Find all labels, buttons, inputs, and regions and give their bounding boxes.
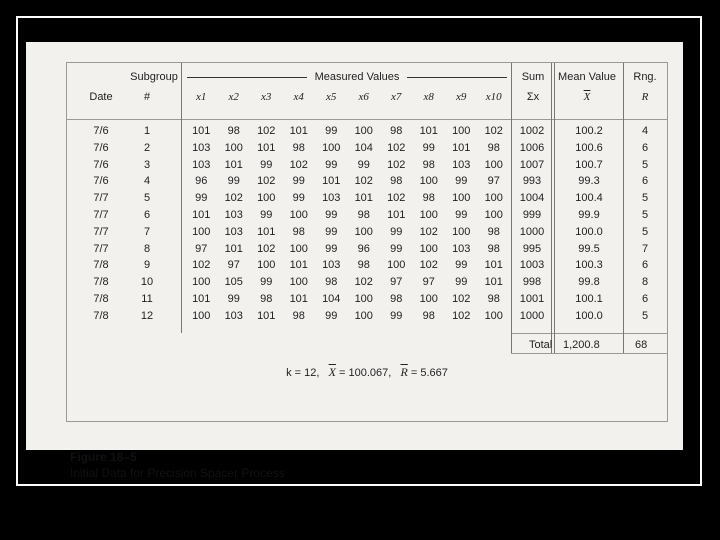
cell-x5: 103 xyxy=(322,259,341,272)
cell-subgroup: 7 xyxy=(143,225,151,238)
cell-date: 7/7 xyxy=(93,242,109,255)
cell-sum: 998 xyxy=(522,276,542,289)
cell-x5: 99 xyxy=(325,309,338,322)
cell-x10: 100 xyxy=(484,209,503,221)
header-x2: x2 xyxy=(228,91,239,103)
cell-x7: 98 xyxy=(390,175,403,188)
header-x6: x6 xyxy=(358,91,369,103)
cell-x8: 99 xyxy=(422,141,435,154)
cell-x10: 97 xyxy=(487,175,500,188)
total-rule xyxy=(512,333,667,334)
cell-subgroup: 10 xyxy=(140,276,154,289)
cell-x8: 97 xyxy=(422,276,435,289)
cell-date: 7/6 xyxy=(93,125,109,137)
cell-x8: 98 xyxy=(422,309,435,322)
cell-x6: 101 xyxy=(354,192,373,205)
summary-formula xyxy=(67,365,667,380)
cell-x1: 103 xyxy=(192,141,211,154)
cell-x4: 101 xyxy=(289,293,308,305)
formula-rbar-symbol: $\overline{R}$ xyxy=(400,365,408,379)
cell-x1: 101 xyxy=(192,209,211,221)
cell-x9: 100 xyxy=(452,192,471,205)
cell-x4: 99 xyxy=(292,175,305,188)
cell-x7: 99 xyxy=(390,242,403,255)
cell-x3: 100 xyxy=(257,192,276,205)
cell-x9: 100 xyxy=(452,125,471,137)
cell-x10: 100 xyxy=(484,309,503,322)
cell-mean: 100.3 xyxy=(575,259,603,272)
formula-k: k = 12, xyxy=(286,367,320,379)
header-x9: x9 xyxy=(456,91,467,103)
cell-x6: 96 xyxy=(357,242,370,255)
measured-values-arrow-right xyxy=(407,77,507,78)
mean-divider-right xyxy=(554,63,555,353)
cell-x3: 100 xyxy=(257,259,276,272)
cell-x10: 98 xyxy=(487,242,500,255)
cell-x8: 100 xyxy=(419,293,438,305)
cell-x8: 101 xyxy=(419,125,438,137)
cell-sum: 999 xyxy=(522,209,542,221)
header-x1: x1 xyxy=(196,91,207,103)
formula-xbar-symbol: $\overline{X}$ xyxy=(328,365,336,379)
cell-range: 6 xyxy=(641,259,649,272)
cell-x4: 101 xyxy=(289,259,308,272)
cell-x6: 100 xyxy=(354,225,373,238)
header-rule xyxy=(67,119,667,120)
cell-x6: 100 xyxy=(354,293,373,305)
cell-date: 7/6 xyxy=(93,141,109,154)
header-x4: x4 xyxy=(293,91,304,103)
header-mean-value: Mean Value xyxy=(558,71,616,83)
cell-x9: 103 xyxy=(452,158,471,171)
header-measured-values: Measured Values xyxy=(314,71,400,83)
cell-x1: 99 xyxy=(195,192,208,205)
cell-x1: 97 xyxy=(195,242,208,255)
cell-x2: 101 xyxy=(224,242,243,255)
header-range-symbol: R xyxy=(641,91,649,103)
total-label: Total xyxy=(529,339,553,351)
cell-range: 8 xyxy=(641,276,649,289)
cell-x3: 102 xyxy=(257,242,276,255)
cell-range: 5 xyxy=(641,225,649,238)
cell-range: 5 xyxy=(641,192,649,205)
cell-subgroup: 2 xyxy=(143,141,151,154)
cell-x9: 102 xyxy=(452,293,471,305)
cell-x6: 100 xyxy=(354,309,373,322)
cell-x7: 99 xyxy=(390,309,403,322)
cell-x5: 103 xyxy=(322,192,341,205)
cell-sum: 1000 xyxy=(519,225,545,238)
cell-sum: 993 xyxy=(522,175,542,188)
cell-mean: 100.1 xyxy=(575,293,603,305)
cell-x5: 99 xyxy=(325,242,338,255)
cell-x5: 101 xyxy=(322,175,341,188)
formula-rbar-value: = 5.667 xyxy=(410,367,448,379)
cell-x8: 102 xyxy=(419,259,438,272)
cell-date: 7/7 xyxy=(93,209,109,221)
cell-x5: 99 xyxy=(325,158,338,171)
cell-x1: 100 xyxy=(192,225,211,238)
sum-divider xyxy=(511,63,512,353)
cell-x9: 103 xyxy=(452,242,471,255)
cell-x3: 98 xyxy=(260,293,273,305)
cell-subgroup: 4 xyxy=(143,175,151,188)
cell-x8: 98 xyxy=(422,158,435,171)
cell-x2: 101 xyxy=(224,158,243,171)
cell-x3: 101 xyxy=(257,309,276,322)
cell-sum: 995 xyxy=(522,242,542,255)
total-range: 68 xyxy=(635,339,648,351)
cell-x7: 102 xyxy=(387,192,406,205)
cell-x9: 100 xyxy=(452,225,471,238)
cell-x1: 101 xyxy=(192,293,211,305)
cell-x7: 100 xyxy=(387,259,406,272)
cell-mean: 99.9 xyxy=(578,209,600,221)
cell-mean: 99.8 xyxy=(578,276,600,289)
cell-mean: 100.7 xyxy=(575,158,603,171)
cell-x7: 101 xyxy=(387,209,406,221)
cell-x10: 100 xyxy=(484,158,503,171)
cell-x2: 100 xyxy=(224,141,243,154)
cell-x1: 100 xyxy=(192,276,211,289)
cell-mean: 100.4 xyxy=(575,192,603,205)
cell-x3: 102 xyxy=(257,175,276,188)
figure-title: Figure 18–5 xyxy=(70,450,137,464)
cell-x8: 100 xyxy=(419,209,438,221)
cell-x5: 100 xyxy=(322,141,341,154)
header-x7: x7 xyxy=(391,91,402,103)
cell-x2: 105 xyxy=(224,276,243,289)
total-mean: 1,200.8 xyxy=(563,339,600,351)
cell-subgroup: 11 xyxy=(141,293,153,305)
cell-range: 4 xyxy=(641,125,649,137)
cell-sum: 1004 xyxy=(519,192,545,205)
header-x3: x3 xyxy=(261,91,272,103)
cell-x7: 98 xyxy=(390,125,403,137)
cell-x3: 101 xyxy=(257,141,276,154)
cell-x10: 100 xyxy=(484,192,503,205)
cell-x9: 99 xyxy=(455,259,468,272)
cell-x2: 103 xyxy=(224,309,243,322)
cell-x4: 100 xyxy=(289,209,308,221)
header-x8: x8 xyxy=(423,91,434,103)
cell-range: 6 xyxy=(641,293,649,305)
cell-subgroup: 12 xyxy=(140,309,154,322)
cell-x6: 98 xyxy=(357,259,370,272)
cell-x4: 98 xyxy=(292,309,305,322)
cell-x8: 98 xyxy=(422,192,435,205)
cell-x3: 99 xyxy=(260,158,273,171)
cell-x7: 98 xyxy=(390,293,403,305)
cell-date: 7/7 xyxy=(93,192,109,205)
cell-x10: 102 xyxy=(484,125,503,137)
cell-subgroup: 3 xyxy=(143,158,151,171)
cell-x4: 101 xyxy=(289,125,308,137)
cell-x5: 104 xyxy=(322,293,341,305)
cell-date: 7/7 xyxy=(93,225,109,238)
cell-x3: 102 xyxy=(257,125,276,137)
cell-x6: 102 xyxy=(354,276,373,289)
cell-mean: 100.6 xyxy=(575,141,603,154)
cell-x9: 99 xyxy=(455,209,468,221)
cell-sum: 1006 xyxy=(519,141,545,154)
cell-date: 7/8 xyxy=(93,276,109,289)
cell-x2: 99 xyxy=(227,175,240,188)
header-x10: x10 xyxy=(485,91,502,103)
cell-x1: 96 xyxy=(195,175,208,188)
cell-x5: 99 xyxy=(325,225,338,238)
cell-x4: 100 xyxy=(289,242,308,255)
cell-x7: 99 xyxy=(390,225,403,238)
data-table xyxy=(66,62,668,422)
cell-x9: 99 xyxy=(455,276,468,289)
cell-subgroup: 5 xyxy=(143,192,151,205)
cell-x10: 98 xyxy=(487,141,500,154)
cell-range: 6 xyxy=(641,141,649,154)
cell-x2: 103 xyxy=(224,209,243,221)
cell-x6: 102 xyxy=(354,175,373,188)
cell-x10: 101 xyxy=(484,276,503,289)
header-x5: x5 xyxy=(326,91,337,103)
cell-subgroup: 8 xyxy=(143,242,151,255)
cell-sum: 1001 xyxy=(519,293,545,305)
cell-x10: 101 xyxy=(484,259,503,272)
cell-x3: 99 xyxy=(260,276,273,289)
header-subgroup: Subgroup xyxy=(130,71,178,83)
header-date: Date xyxy=(89,91,113,103)
cell-x3: 101 xyxy=(257,225,276,238)
cell-x6: 100 xyxy=(354,125,373,137)
header-sum-symbol: Σx xyxy=(526,91,540,103)
cell-x3: 99 xyxy=(260,209,273,221)
cell-x10: 98 xyxy=(487,293,500,305)
mean-divider-left xyxy=(551,63,552,353)
cell-x1: 102 xyxy=(192,259,211,272)
document-page xyxy=(26,42,683,480)
cell-subgroup: 9 xyxy=(143,259,151,272)
cell-x7: 102 xyxy=(387,141,406,154)
cell-x4: 100 xyxy=(289,276,308,289)
cell-subgroup: 1 xyxy=(143,125,151,137)
cell-mean: 100.0 xyxy=(575,309,603,322)
cell-range: 7 xyxy=(641,242,649,255)
cell-x6: 99 xyxy=(357,158,370,171)
cell-x2: 99 xyxy=(227,293,240,305)
subgroup-divider xyxy=(181,63,182,333)
cell-x8: 100 xyxy=(419,242,438,255)
cell-mean: 100.0 xyxy=(575,225,603,238)
cell-sum: 1007 xyxy=(519,158,545,171)
cell-x1: 103 xyxy=(192,158,211,171)
cell-date: 7/8 xyxy=(93,293,109,305)
formula-xbar-value: = 100.067, xyxy=(339,367,392,379)
cell-x5: 99 xyxy=(325,125,338,137)
cell-date: 7/8 xyxy=(93,309,109,322)
cell-x9: 102 xyxy=(452,309,471,322)
measured-values-arrow-left xyxy=(187,77,307,78)
cell-x6: 98 xyxy=(357,209,370,221)
cell-mean: 100.2 xyxy=(575,125,603,137)
cell-x5: 98 xyxy=(325,276,338,289)
cell-x1: 100 xyxy=(192,309,211,322)
cell-x4: 98 xyxy=(292,225,305,238)
figure-caption: Initial Data for Precision Spacer Process xyxy=(70,466,285,480)
header-subgroup-number: # xyxy=(143,91,151,103)
cell-sum: 1003 xyxy=(519,259,545,272)
cell-x5: 99 xyxy=(325,209,338,221)
cell-range: 5 xyxy=(641,309,649,322)
cell-mean: 99.3 xyxy=(578,175,600,188)
cell-x10: 98 xyxy=(487,225,500,238)
bottom-rule xyxy=(511,353,667,354)
header-mean-symbol: $\overline{X}$ xyxy=(583,91,591,103)
cell-x9: 99 xyxy=(455,175,468,188)
cell-x8: 102 xyxy=(419,225,438,238)
cell-subgroup: 6 xyxy=(143,209,151,221)
cell-x4: 99 xyxy=(292,192,305,205)
cell-date: 7/6 xyxy=(93,175,109,188)
cell-x1: 101 xyxy=(192,125,211,137)
cell-x2: 102 xyxy=(224,192,243,205)
cell-sum: 1002 xyxy=(519,125,545,137)
cell-range: 5 xyxy=(641,158,649,171)
cell-x9: 101 xyxy=(452,141,471,154)
cell-range: 5 xyxy=(641,209,649,221)
header-range: Rng. xyxy=(633,71,657,83)
cell-sum: 1000 xyxy=(519,309,545,322)
cell-x8: 100 xyxy=(419,175,438,188)
cell-x2: 103 xyxy=(224,225,243,238)
cell-range: 6 xyxy=(641,175,649,188)
cell-date: 7/6 xyxy=(93,158,109,171)
range-divider xyxy=(623,63,624,353)
cell-mean: 99.5 xyxy=(578,242,600,255)
cell-date: 7/8 xyxy=(93,259,109,272)
cell-x4: 98 xyxy=(292,141,305,154)
cell-x7: 97 xyxy=(390,276,403,289)
cell-x2: 97 xyxy=(227,259,240,272)
cell-x4: 102 xyxy=(289,158,308,171)
cell-x6: 104 xyxy=(354,141,373,154)
cell-x7: 102 xyxy=(387,158,406,171)
header-sum: Sum xyxy=(521,71,545,83)
cell-x2: 98 xyxy=(227,125,240,137)
